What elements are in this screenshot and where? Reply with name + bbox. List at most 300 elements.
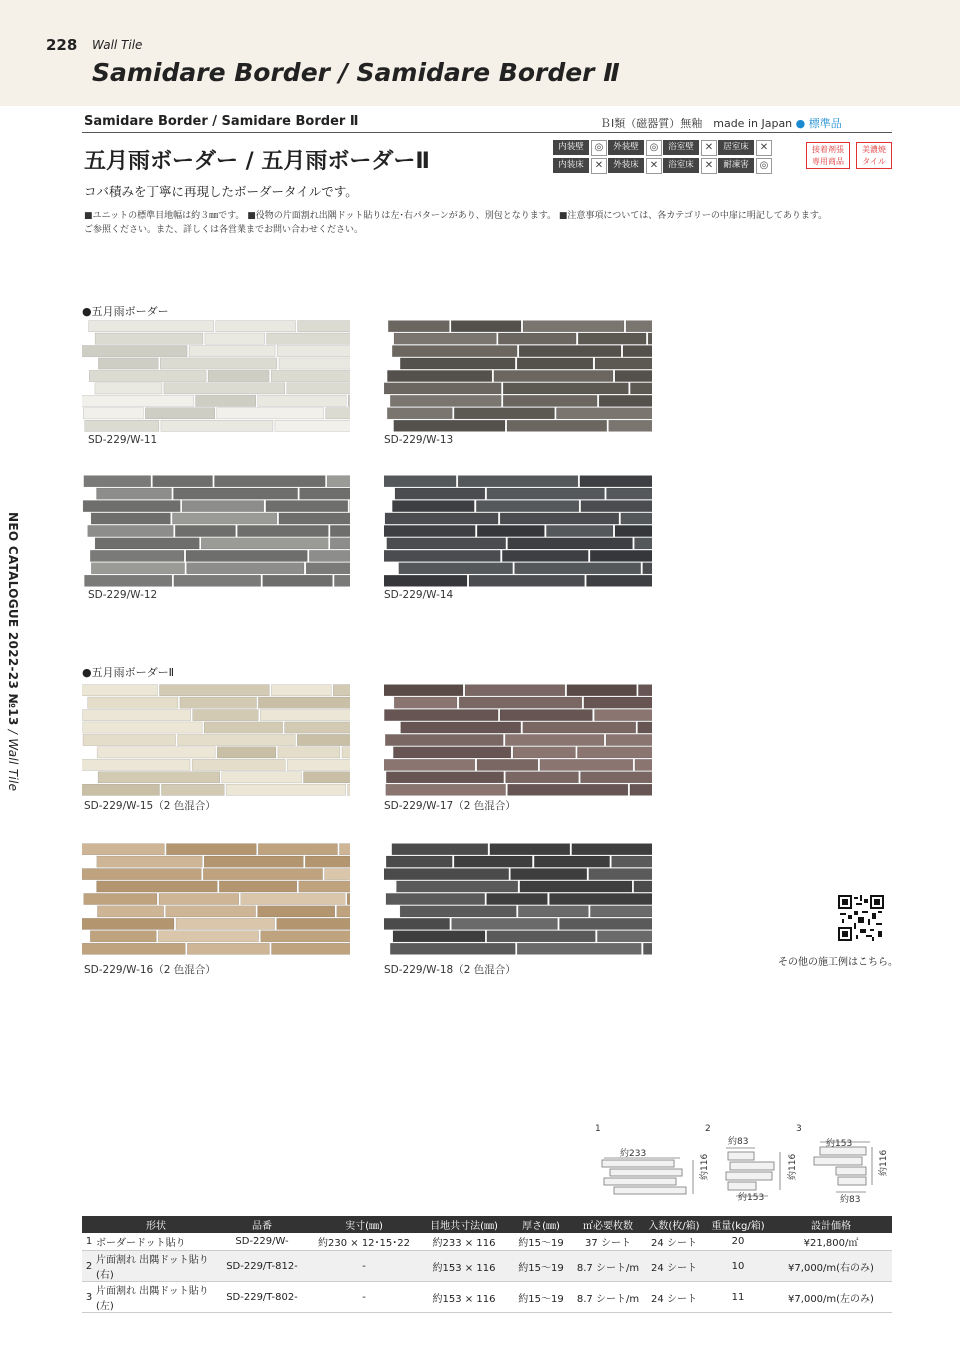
tile-piece	[394, 420, 505, 431]
tile-piece	[186, 550, 307, 561]
tile-piece	[83, 501, 180, 512]
tile-piece	[304, 772, 351, 783]
tile-piece	[500, 513, 619, 524]
tile-piece	[388, 321, 449, 332]
tile-swatch	[82, 320, 350, 432]
usage-item: 外装床 ✕	[608, 157, 662, 174]
table-row: 1 ボーダードット貼り SD-229/W- 約230 × 12･15･22 約233 × 116 約15～19 37 シート 24 シート 20 ¥21,800/㎡	[82, 1233, 892, 1251]
tile-piece	[599, 395, 652, 406]
tile-piece	[238, 525, 329, 536]
tile-piece	[187, 943, 269, 954]
tile-piece	[219, 881, 296, 892]
tile-piece	[572, 844, 652, 855]
tile-piece	[634, 881, 652, 892]
tile-piece	[175, 525, 235, 536]
tile-piece	[89, 321, 214, 332]
tile-piece	[648, 333, 652, 344]
tile-piece	[176, 918, 275, 929]
tile-piece	[263, 575, 333, 586]
tile-piece	[607, 488, 653, 499]
section-label: ●五月雨ボーダーⅡ	[82, 666, 175, 679]
usage-item: 内装壁 ◎	[553, 139, 607, 156]
tile-piece	[508, 538, 633, 549]
tile-piece	[330, 525, 350, 536]
tile-piece	[95, 383, 162, 394]
tile-swatch	[82, 475, 350, 587]
sidebar-catalogue: NEO CATALOGUE 2022-23 №13 / Wall Tile	[6, 512, 20, 792]
tile-piece	[395, 488, 485, 499]
tile-piece	[91, 563, 184, 574]
header-band	[0, 0, 960, 106]
tile-piece	[145, 408, 214, 419]
tile-piece	[615, 525, 652, 536]
tile-piece	[584, 697, 652, 708]
tile-piece	[385, 734, 503, 745]
tile-piece	[98, 772, 220, 783]
tile-piece	[595, 710, 653, 721]
tile-piece	[623, 346, 652, 357]
tile-piece	[83, 734, 176, 745]
tile-piece	[193, 710, 259, 721]
tile-piece	[192, 759, 285, 770]
usage-mark: ◎	[591, 140, 607, 156]
tile-piece	[342, 747, 350, 758]
tile-piece	[271, 370, 350, 381]
page-title: Samidare Border / Samidare Border Ⅱ	[92, 58, 620, 87]
tile-piece	[635, 759, 652, 770]
table-row: 2 片面割れ 出隅ドット貼り(右) SD-229/T-812- - 約153 × 116 約15～19 8.7 シート/m 24 シート 10 ¥7,000/m(右のみ)	[82, 1251, 892, 1282]
tile-piece	[205, 333, 265, 344]
tile-piece	[397, 881, 518, 892]
tile-swatch	[82, 843, 350, 955]
tile-piece	[507, 420, 607, 431]
tile-piece	[217, 747, 276, 758]
tile-piece	[386, 772, 503, 783]
tile-piece	[630, 784, 652, 795]
tile-piece	[306, 563, 350, 574]
tile-piece	[517, 358, 593, 369]
tile-piece	[97, 856, 202, 867]
tile-piece	[556, 408, 652, 419]
tile-piece	[164, 383, 285, 394]
tile-piece	[260, 710, 350, 721]
tile-piece	[503, 395, 597, 406]
tile-piece	[630, 383, 652, 394]
tile-piece	[540, 759, 633, 770]
tile-piece	[386, 784, 506, 795]
tile-piece	[384, 710, 498, 721]
tile-pattern	[82, 475, 350, 587]
table-header: 重量(kg/箱)	[706, 1216, 770, 1233]
diagram-bottom: 約153	[738, 1193, 765, 1203]
diagram-height: 約116	[788, 1153, 798, 1180]
tile-piece	[520, 881, 632, 892]
tile-piece	[258, 906, 335, 917]
tile-piece	[82, 784, 160, 795]
tile-piece	[518, 906, 588, 917]
tile-code: SD-229/W-11	[88, 434, 158, 446]
tile-piece	[392, 501, 474, 512]
tile-piece	[85, 420, 159, 431]
usage-mark: ✕	[756, 140, 772, 156]
table-header: 入数(枚/箱)	[642, 1216, 706, 1233]
tile-code: SD-229/W-14	[384, 589, 454, 601]
category-label: Wall Tile	[92, 38, 143, 52]
diagram-width: 約233	[620, 1149, 647, 1159]
tile-piece	[477, 525, 544, 536]
tile-piece	[217, 408, 324, 419]
tile-piece	[465, 685, 565, 696]
tile-piece	[400, 358, 515, 369]
tile-piece	[90, 550, 184, 561]
tile-piece	[174, 575, 261, 586]
tile-piece	[98, 358, 158, 369]
tile-piece	[487, 893, 548, 904]
tile-piece	[88, 525, 174, 536]
tile-piece	[454, 856, 532, 867]
tile-piece	[506, 772, 579, 783]
table-header: 厚さ(㎜)	[508, 1216, 574, 1233]
tile-piece	[577, 747, 652, 758]
table-header: 実寸(㎜)	[308, 1216, 420, 1233]
tile-piece	[635, 538, 653, 549]
tile-piece	[595, 358, 652, 369]
tile-swatch	[384, 475, 652, 587]
tile-piece	[203, 869, 322, 880]
tile-piece	[97, 747, 215, 758]
tile-piece	[550, 893, 653, 904]
tile-piece	[606, 734, 652, 745]
usage-mark: ✕	[701, 158, 717, 174]
tile-piece	[222, 772, 302, 783]
tile-piece	[612, 856, 652, 867]
tile-piece	[638, 722, 652, 733]
tile-piece	[626, 321, 652, 332]
usage-item: 外装壁 ◎	[608, 139, 662, 156]
tile-piece	[326, 408, 350, 419]
tile-piece	[83, 722, 202, 733]
tile-piece	[208, 370, 269, 381]
tile-pattern	[82, 320, 350, 432]
tile-code: SD-229/W-16（2 色混合）	[84, 964, 216, 976]
tile-piece	[567, 685, 637, 696]
spec-table	[82, 1216, 892, 1313]
usage-mark: ✕	[646, 158, 662, 174]
tile-piece	[348, 784, 350, 795]
tile-piece	[386, 856, 452, 867]
tile-piece	[523, 321, 624, 332]
tile-piece	[469, 575, 585, 586]
tile-piece	[162, 784, 225, 795]
qr-code-icon[interactable]	[838, 895, 884, 941]
tile-piece	[275, 420, 350, 431]
tile-swatch	[82, 684, 350, 796]
usage-item: 耐凍害 ◎	[718, 157, 772, 174]
tile-piece	[226, 784, 346, 795]
table-row: 3 片面割れ 出隅ドット貼り(左) SD-229/T-802- - 約153 × 116 約15～19 8.7 シート/m 24 シート 11 ¥7,000/m(左のみ)	[82, 1282, 892, 1313]
tile-piece	[241, 893, 345, 904]
tile-piece	[277, 346, 350, 357]
usage-mark: ◎	[646, 140, 662, 156]
tile-piece	[327, 476, 350, 487]
tile-piece	[560, 918, 653, 929]
tile-piece	[502, 550, 588, 561]
tile-piece	[266, 501, 348, 512]
table-header: 品番	[216, 1216, 308, 1233]
tile-pattern	[384, 475, 652, 587]
tile-piece	[189, 346, 275, 357]
tile-piece	[84, 476, 151, 487]
tile-piece	[400, 906, 516, 917]
product-spec	[600, 115, 842, 131]
tile-piece	[83, 710, 191, 721]
tile-swatch	[384, 843, 652, 955]
tile-piece	[387, 538, 506, 549]
product-subtitle-en: Samidare Border / Samidare Border Ⅱ	[84, 114, 359, 129]
tile-piece	[487, 488, 605, 499]
tile-piece	[384, 685, 463, 696]
usage-item: 内装床 ✕	[553, 157, 607, 174]
tile-piece	[385, 513, 498, 524]
tile-piece	[387, 408, 452, 419]
tile-swatch	[384, 320, 652, 432]
tile-piece	[384, 575, 467, 586]
tile-piece	[387, 370, 492, 381]
tile-piece	[621, 513, 652, 524]
tile-piece	[590, 906, 652, 917]
tile-piece	[399, 563, 513, 574]
tile-piece	[201, 538, 328, 549]
tile-piece	[97, 488, 172, 499]
tile-piece	[182, 501, 264, 512]
qr-caption: その他の施工例はこちら。	[778, 957, 898, 968]
tile-piece	[384, 476, 456, 487]
tile-piece	[180, 697, 257, 708]
tile-piece	[97, 906, 163, 917]
tile-code: SD-229/W-15（2 色混合）	[84, 800, 216, 812]
tile-piece	[204, 856, 303, 867]
tile-piece	[158, 931, 258, 942]
tile-piece	[84, 893, 157, 904]
tile-piece	[597, 931, 652, 942]
table-header: 設計価格	[770, 1216, 892, 1233]
tile-piece	[340, 844, 351, 855]
product-lead: コバ積みを丁寧に再現したボーダータイルです。	[84, 184, 358, 199]
tile-piece	[278, 747, 340, 758]
tile-piece	[172, 513, 277, 524]
tile-piece	[85, 575, 172, 586]
tile-piece	[334, 575, 350, 586]
tile-piece	[546, 525, 613, 536]
tile-piece	[494, 370, 613, 381]
tile-piece	[394, 697, 457, 708]
tile-piece	[166, 906, 256, 917]
tile-piece	[477, 759, 538, 770]
tile-piece	[390, 395, 501, 406]
adhesive-badge: 接着剤張 専用商品	[806, 142, 850, 169]
spec-line: ＢⅠ類（磁器質）無釉 made in Japan	[600, 117, 793, 130]
tile-piece	[258, 844, 337, 855]
tile-piece	[287, 759, 350, 770]
diagram-height: 約116	[700, 1153, 710, 1180]
tile-piece	[82, 918, 174, 929]
tile-piece	[333, 685, 350, 696]
tile-piece	[187, 563, 304, 574]
tile-piece	[160, 685, 270, 696]
tile-piece	[83, 408, 143, 419]
diagram-number: 3	[796, 1124, 802, 1134]
tile-piece	[82, 759, 190, 770]
tile-piece	[82, 346, 187, 357]
tile-piece	[609, 420, 652, 431]
tile-piece	[347, 893, 350, 904]
table-header: 目地共寸法(㎜)	[420, 1216, 508, 1233]
tile-piece	[459, 697, 582, 708]
tile-piece	[384, 869, 509, 880]
tile-piece	[279, 513, 350, 524]
table-header	[82, 1216, 96, 1233]
tile-code: SD-229/W-18（2 色混合）	[384, 964, 516, 976]
tile-piece	[393, 931, 485, 942]
table-header-row	[82, 1216, 892, 1233]
tile-piece	[384, 759, 475, 770]
tile-piece	[454, 408, 554, 419]
tile-piece	[384, 525, 475, 536]
tile-piece	[587, 575, 653, 586]
tile-piece	[271, 685, 331, 696]
usage-item: 居室床 ✕	[718, 139, 772, 156]
table-header: ㎡必要枚数	[574, 1216, 642, 1233]
tile-piece	[82, 844, 164, 855]
note-line: ■ユニットの標準目地幅は約３㎜です。 ■役物の片面割れ出隅ドット貼りは左･右パターンがあり、別包となります。 ■注意事項については、各カテゴリーの中扉に明記してあります。	[84, 211, 828, 221]
tile-piece	[505, 734, 604, 745]
tile-piece	[394, 333, 496, 344]
tile-piece	[309, 550, 350, 561]
usage-mark: ✕	[701, 140, 717, 156]
tile-piece	[330, 538, 350, 549]
tile-piece	[337, 906, 350, 917]
diagram-number: 2	[705, 1124, 711, 1134]
tile-piece	[166, 844, 256, 855]
tile-piece	[88, 697, 178, 708]
tile-piece	[392, 346, 517, 357]
tile-piece	[534, 856, 609, 867]
tile-piece	[589, 869, 652, 880]
tile-piece	[523, 722, 636, 733]
tile-piece	[82, 869, 201, 880]
tile-piece	[160, 358, 277, 369]
tile-piece	[82, 943, 185, 954]
tile-piece	[452, 918, 558, 929]
tile-piece	[451, 321, 521, 332]
tile-piece	[638, 685, 652, 696]
tile-piece	[500, 710, 592, 721]
tile-code: SD-229/W-17（2 色混合）	[384, 800, 516, 812]
tile-piece	[272, 943, 351, 954]
usage-mark: ◎	[756, 158, 772, 174]
tile-piece	[153, 476, 213, 487]
tile-piece	[384, 550, 500, 561]
tile-piece	[277, 918, 350, 929]
tile-piece	[300, 488, 350, 499]
tile-piece	[287, 383, 350, 394]
tile-piece	[384, 383, 501, 394]
tile-piece	[297, 734, 350, 745]
tile-pattern	[384, 684, 652, 796]
tile-code: SD-229/W-12	[88, 589, 158, 601]
tile-piece	[204, 722, 282, 733]
tile-piece	[285, 722, 350, 733]
tile-piece	[348, 395, 350, 406]
tile-piece	[97, 881, 218, 892]
tile-piece	[82, 685, 158, 696]
tile-piece	[215, 476, 326, 487]
tile-piece	[384, 918, 450, 929]
tile-piece	[643, 943, 652, 954]
usage-item: 浴室壁 ✕	[663, 139, 717, 156]
tile-piece	[578, 333, 646, 344]
tile-piece	[513, 747, 576, 758]
tile-piece	[458, 476, 578, 487]
tile-piece	[161, 420, 273, 431]
tile-piece	[490, 844, 570, 855]
tile-piece	[515, 563, 641, 574]
tile-piece	[267, 333, 350, 344]
tile-piece	[196, 395, 256, 406]
tile-piece	[386, 893, 485, 904]
tile-pattern	[384, 843, 652, 955]
tile-piece	[615, 370, 652, 381]
tile-piece	[258, 697, 350, 708]
tile-piece	[487, 931, 595, 942]
page-number: 228	[46, 36, 78, 54]
product-notes	[84, 209, 827, 237]
tile-piece	[476, 501, 579, 512]
tile-piece	[498, 333, 576, 344]
tile-swatch	[384, 684, 652, 796]
section-label: ●五月雨ボーダー	[82, 305, 169, 318]
divider	[82, 132, 892, 133]
tile-pattern	[82, 843, 350, 955]
tile-pattern	[384, 320, 652, 432]
tile-code: SD-229/W-13	[384, 434, 454, 446]
tile-piece	[258, 395, 346, 406]
tile-piece	[392, 844, 488, 855]
diagram-number: 1	[595, 1124, 601, 1134]
usage-item: 浴室床 ✕	[663, 157, 717, 174]
tile-piece	[82, 395, 194, 406]
tile-piece	[174, 488, 298, 499]
diagram-height: 約116	[879, 1149, 889, 1176]
note-line: ご参照ください。また、詳しくは各営業までお問い合わせください。	[84, 225, 364, 235]
tile-piece	[89, 370, 206, 381]
tile-piece	[581, 501, 652, 512]
tile-piece	[298, 321, 350, 332]
tile-pattern	[82, 684, 350, 796]
tile-piece	[511, 869, 587, 880]
tile-piece	[393, 747, 511, 758]
tile-piece	[90, 931, 156, 942]
tile-piece	[581, 772, 653, 783]
tile-piece	[590, 550, 652, 561]
tile-piece	[305, 856, 350, 867]
table-header: 形状	[96, 1216, 216, 1233]
tile-piece	[580, 476, 652, 487]
tile-piece	[390, 943, 515, 954]
tile-piece	[519, 346, 621, 357]
diagram-bottom: 約83	[840, 1195, 861, 1205]
tile-piece	[95, 538, 199, 549]
